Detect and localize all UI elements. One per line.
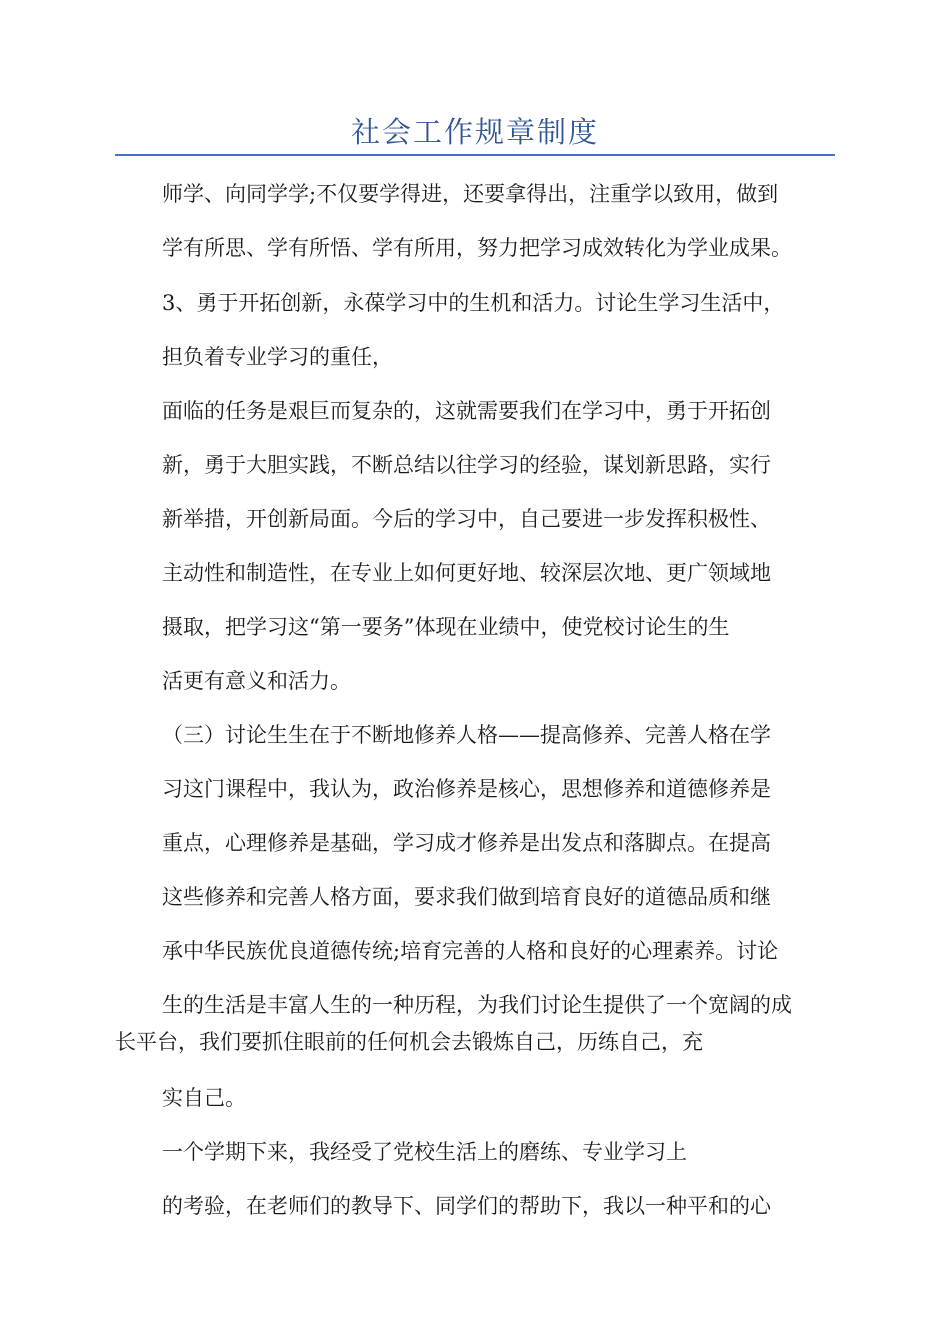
text-line-17: 长平台，我们要抓住眼前的任何机会去锻炼自己，历练自己，充 bbox=[115, 1030, 703, 1054]
text-line-1: 师学、向同学学;不仅要学得进，还要拿得出，注重学以致用，做到 bbox=[162, 182, 779, 206]
text-line-3: 3、勇于开拓创新，永葆学习中的生机和活力。讨论生学习生活中， bbox=[162, 291, 785, 315]
text-line-2: 学有所思、学有所悟、学有所用，努力把学习成效转化为学业成果。 bbox=[162, 236, 792, 260]
title-divider bbox=[115, 154, 835, 156]
text-line-15: 承中华民族优良道德传统;培育完善的人格和良好的心理素养。讨论 bbox=[162, 939, 779, 963]
text-line-20: 的考验，在老师们的教导下、同学们的帮助下，我以一种平和的心 bbox=[162, 1194, 771, 1218]
text-line-4: 担负着专业学习的重任， bbox=[162, 345, 393, 369]
text-line-14: 这些修养和完善人格方面，要求我们做到培育良好的道德品质和继 bbox=[162, 885, 771, 909]
text-line-13: 重点，心理修养是基础，学习成才修养是出发点和落脚点。在提高 bbox=[162, 831, 771, 855]
page-title: 社会工作规章制度 bbox=[350, 115, 599, 149]
text-line-12: 习这门课程中，我认为，政治修养是核心，思想修养和道德修养是 bbox=[162, 777, 771, 801]
text-line-6: 新，勇于大胆实践，不断总结以往学习的经验，谋划新思路，实行 bbox=[162, 453, 771, 477]
text-line-10: 活更有意义和活力。 bbox=[162, 669, 351, 693]
text-line-5: 面临的任务是艰巨而复杂的，这就需要我们在学习中，勇于开拓创 bbox=[162, 399, 771, 423]
text-line-19: 一个学期下来，我经受了党校生活上的磨练、专业学习上 bbox=[162, 1140, 687, 1164]
text-line-8: 主动性和制造性，在专业上如何更好地、较深层次地、更广领域地 bbox=[162, 561, 771, 585]
text-line-18: 实自己。 bbox=[162, 1086, 246, 1110]
text-line-7: 新举措，开创新局面。今后的学习中，自己要进一步发挥积极性、 bbox=[162, 507, 771, 531]
text-line-16: 生的生活是丰富人生的一种历程，为我们讨论生提供了一个宽阔的成 bbox=[162, 993, 792, 1017]
text-line-11: （三）讨论生生在于不断地修养人格——提高修养、完善人格在学 bbox=[162, 723, 771, 747]
text-line-9: 摄取，把学习这“第一要务”体现在业绩中，使党校讨论生的生 bbox=[162, 615, 730, 639]
